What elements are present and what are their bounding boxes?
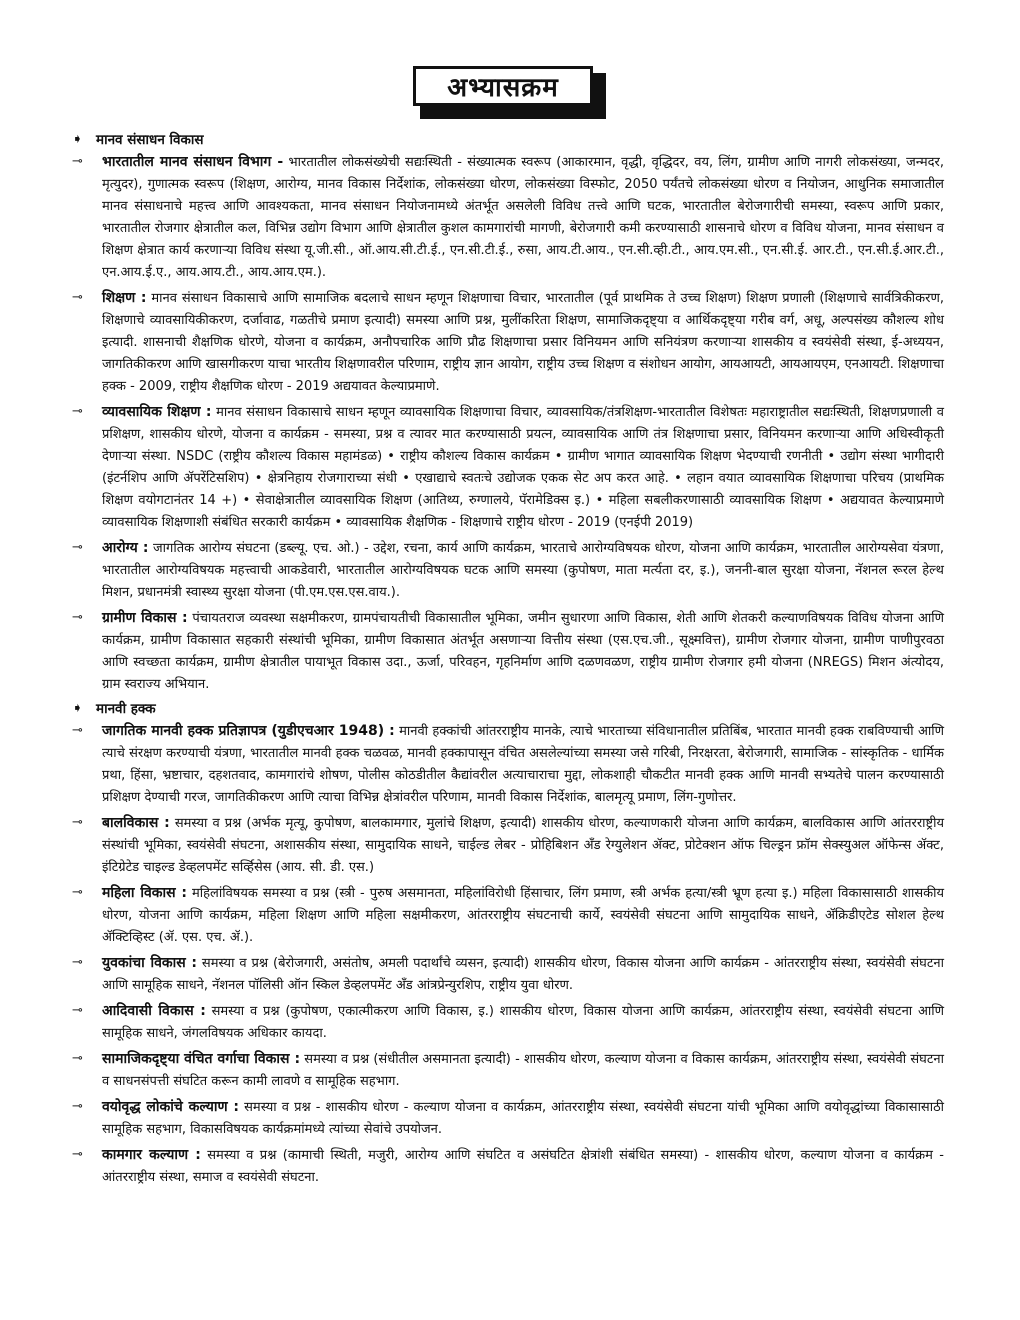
item-text: मानवी हक्कांची आंतरराष्ट्रीय मानके, त्याचे भारताच्या संविधानातील प्रतिबिंब, भारतात मानवी हक्क राबविण्याची आणि त्याचे संरक्षण करण्याची यंत्रणा, भारतातील मानवी हक्क चळवळ, मानवी हक्कापासून वंचित असलेल्यांच्या समस्या जसे गरिबी, निरक्षरता, बेरोजगारी, सामाजिक - सांस्कृतिक - धार्मिक प्रथा, हिंसा, भ्रष्टाचार, दहशतवाद, कामगारांचे शोषण, पोलीस कोठडीतील कैद्यांवरील अत्याचाराचा मुद्दा, लोकशाही चौकटीत मानवी हक्क आणि मानवी सभ्यतेचे पालन करण्यासाठी प्रशिक्षण देण्याची गरज, जागतिकीकरण आणि त्याचा विभिन्न क्षेत्रांवरील परिणाम, मानवी विकास निर्देशांक, बालमृत्यू प्रमाण, लिंग-गुणोत्तर. (102, 724, 944, 805)
item-lead: आदिवासी विकास : (102, 1003, 206, 1019)
item-text: समस्या व प्रश्न (कुपोषण, एकात्मीकरण आणि विकास, इ.) शासकीय धोरण, विकास योजना आणि कार्यक्रम, आंतरराष्ट्रीय संस्था, स्वयंसेवी संघटना आणि सामूहिक साधने, जंगलविषयक अधिकार कायदा. (102, 1004, 945, 1041)
item-lead: जागतिक मानवी हक्क प्रतिज्ञापत्र (युडीएचआर 1948) : (102, 723, 395, 739)
pointing-bullet-icon: ⊸ (72, 723, 83, 738)
section-heading (72, 130, 944, 148)
item-paragraph (102, 882, 944, 949)
section-heading-text: मानव संसाधन विकास (96, 132, 204, 148)
pointing-bullet-icon: ⊸ (72, 815, 83, 830)
item-text: जागतिक आरोग्य संघटना (डब्ल्यू. एच. ओ.) - उद्देश, रचना, कार्य आणि कार्यक्रम, भारताचे आरोग्यविषयक धोरण, योजना आणि कार्यक्रम, भारतातील आरोग्यसेवा यंत्रणा, भारतातील आरोग्यविषयक महत्त्वाची आकडेवारी, भारतातील आरोग्यविषयक घटक आणि समस्या (कुपोषण, माता मर्त्यता दर, इ.), जननी-बाल सुरक्षा योजना, नॅशनल रूरल हेल्थ मिशन, प्रधानमंत्री स्वास्थ्य सुरक्षा योजना (पी.एम.एस.एस.वाय.). (102, 541, 944, 600)
item-paragraph (102, 812, 944, 879)
page-title: अभ्यासक्रम (413, 66, 593, 106)
pointing-bullet-icon: ⊸ (72, 610, 83, 625)
pointing-bullet-icon: ⊸ (72, 885, 83, 900)
item-paragraph (102, 720, 944, 809)
item-text: महिलांविषयक समस्या व प्रश्न (स्त्री - पुरुष असमानता, महिलांविरोधी हिंसाचार, लिंग प्रमाण, स्त्री अर्भक हत्या/स्त्री भ्रूण हत्या इ.) महिला विकासासाठी शासकीय धोरण, योजना आणि कार्यक्रम, महिला शिक्षण आणि महिला सक्षमीकरण, आंतरराष्ट्रीय संघटनाची कार्ये, स्वयंसेवी संघटना आणि सामुदायिक साधने, ॲक्रिडीएटेड सोशल हेल्थ ॲक्टिव्हिस्ट (ॲ. एस. एच. ॲ.). (102, 886, 944, 945)
pointing-bullet-icon: ⊸ (72, 540, 83, 555)
syllabus-item (72, 607, 944, 696)
syllabus-item (72, 882, 944, 949)
item-paragraph (102, 151, 944, 284)
syllabus-item (72, 1144, 944, 1189)
pointing-bullet-icon: ⊸ (72, 1051, 83, 1066)
item-text: भारतातील लोकसंख्येची सद्यःस्थिती - संख्यात्मक स्वरूप (आकारमान, वृद्धी, वृद्धिदर, वय, लिंग, ग्रामीण आणि नागरी लोकसंख्या, जन्मदर, मृत्युदर), गुणात्मक स्वरूप (शिक्षण, आरोग्य, मानव विकास निर्देशांक, लोकसंख्या धोरण, लोकसंख्या विस्फोट, 2050 पर्यंतचे लोकसंख्या धोरण व नियोजन, आधुनिक समाजातील मानव संसाधनाचे महत्त्व आणि आवश्यकता, मानव संसाधन नियोजनामध्ये अंतर्भूत असलेली विविध तत्त्वे आणि घटक, भारतातील बेरोजगारीची समस्या, स्वरूप आणि प्रकार, भारतातील रोजगार क्षेत्रातील कल, विभिन्न उद्योग विभाग आणि क्षेत्रातील कुशल कामगारांची मागणी, बेरोजगारी कमी करण्यासाठी शासनाचे धोरण व विविध योजना, मानव संसाधन व शिक्षण क्षेत्रात कार्य करणाऱ्या विविध संस्था यू.जी.सी., ऑ.आय.सी.टी.ई., एन.सी.टी.ई., रुसा, आय.टी.आय., एन.सी.व्ही.टी., आय.एम.सी., एन.सी.ई. आर.टी., एन.सी.ई.आर.टी., एन.आय.ई.ए., आय.आय.टी., आय.आय.एम.). (102, 155, 945, 280)
pointing-bullet-icon: ⊸ (72, 404, 83, 419)
item-lead: आरोग्य : (102, 540, 149, 556)
item-lead: व्यावसायिक शिक्षण : (102, 404, 212, 420)
item-text: मानव संसाधन विकासाचे साधन म्हणून व्यावसायिक शिक्षणाचा विचार, व्यावसायिक/तंत्रशिक्षण-भारतातील विशेषतः महाराष्ट्रातील सद्यःस्थिती, शिक्षणप्रणाली व प्रशिक्षण, शासकीय धोरणे, योजना व कार्यक्रम - समस्या, प्रश्न व त्यावर मात करण्यासाठी प्रयत्न, व्यावसायिक आणि तंत्र शिक्षणाचा प्रसार, विनियमन करणाऱ्या आणि अधिस्वीकृती देणाऱ्या संस्था. NSDC (राष्ट्रीय कौशल्य विकास महामंडळ) • राष्ट्रीय कौशल्य विकास कार्यक्रम • ग्रामीण भागात व्यावसायिक शिक्षण भेदण्याची रणनीती • उद्योग संस्था भागीदारी (इंटर्नशिप आणि ॲपरेंटिसशिप) • क्षेत्रनिहाय रोजगाराच्या संधी • एखाद्याचे स्वतःचे उद्योजक एकक सेट अप करत आहे. • लहान वयात व्यावसायिक शिक्षणाचा परिचय (प्राथमिक शिक्षण वयोगटानंतर 14 +) • सेवाक्षेत्रातील व्यावसायिक शिक्षण (आतिथ्य, रुग्णालये, पॅरामेडिक्स इ.) • महिला सबलीकरणासाठी व्यावसायिक शिक्षण • अद्ययावत केल्याप्रमाणे व्यावसायिक शिक्षणाशी संबंधित सरकारी कार्यक्रम • व्यावसायिक शैक्षणिक - शिक्षणाचे राष्ट्रीय धोरण - 2019 (एनईपी 2019) (102, 405, 944, 530)
item-lead: भारतातील मानव संसाधन विभाग - (102, 154, 284, 170)
item-paragraph (102, 607, 944, 696)
pointing-bullet-icon: ⊸ (72, 955, 83, 970)
item-paragraph (102, 401, 944, 534)
arrow-bullet-icon: ➧ (72, 700, 83, 716)
syllabus-item (72, 401, 944, 534)
item-text: समस्या व प्रश्न (बेरोजगारी, असंतोष, अमली पदार्थांचे व्यसन, इत्यादी) शासकीय धोरण, विकास योजना आणि कार्यक्रम - आंतरराष्ट्रीय संस्था, स्वयंसेवी संघटना आणि सामूहिक साधने, नॅशनल पॉलिसी ऑन स्किल डेव्हलपमेंट ॲंड आंत्रप्रेन्युरशिप, राष्ट्रीय युवा धोरण. (102, 956, 944, 993)
item-paragraph (102, 1048, 944, 1093)
pointing-bullet-icon: ⊸ (72, 154, 83, 169)
item-lead: कामगार कल्याण : (102, 1147, 201, 1163)
item-text: मानव संसाधन विकासाचे आणि सामाजिक बदलाचे साधन म्हणून शिक्षणाचा विचार, भारतातील (पूर्व प्राथमिक ते उच्च शिक्षण) शिक्षण प्रणाली (शिक्षणाचे सार्वत्रिकीकरण, शिक्षणाचे व्यावसायिकीकरण, दर्जावाढ, गळतीचे प्रमाण इत्यादी) समस्या आणि प्रश्न, मुलींकरिता शिक्षण, सामाजिकदृष्ट्या व आर्थिकदृष्ट्या गरीब वर्ग, अधू, अल्पसंख्य कौशल्य शोध इत्यादी. शासनाची शैक्षणिक धोरणे, योजना व कार्यक्रम, अनौपचारिक आणि प्रौढ शिक्षणाचा प्रसार विनियमन आणि सनियंत्रण करणाऱ्या शासकीय व स्वयंसेवी संस्था, ई-अध्ययन, जागतिकीकरण आणि खासगीकरण याचा भारतीय शिक्षणावरील परिणाम, राष्ट्रीय ज्ञान आयोग, राष्ट्रीय उच्च शिक्षण व संशोधन आयोग, आयआयटी, आयआयएम, एनआयटी. शिक्षणाचा हक्क - 2009, राष्ट्रीय शैक्षणिक धोरण - 2019 अद्ययावत केल्याप्रमाणे. (102, 291, 945, 394)
syllabus-item (72, 952, 944, 997)
syllabus-item (72, 812, 944, 879)
item-lead: युवकांचा विकास : (102, 955, 197, 971)
syllabus-item (72, 720, 944, 809)
syllabus-item (72, 151, 944, 284)
title-block (413, 66, 603, 116)
item-paragraph (102, 287, 944, 398)
item-paragraph (102, 537, 944, 604)
arrow-bullet-icon: ➧ (72, 131, 83, 147)
pointing-bullet-icon: ⊸ (72, 1099, 83, 1114)
syllabus-item (72, 537, 944, 604)
syllabus-item (72, 1048, 944, 1093)
item-lead: शिक्षण : (102, 290, 147, 306)
section-heading (72, 699, 944, 717)
item-lead: बालविकास : (102, 815, 170, 831)
item-text: समस्या व प्रश्न (संधीतील असमानता इत्यादी) - शासकीय धोरण, कल्याण योजना व विकास कार्यक्रम, आंतरराष्ट्रीय संस्था, स्वयंसेवी संघटना व साधनसंपत्ती संघटित करून कामी लावणे व सामूहिक सहभाग. (102, 1052, 944, 1089)
item-text: पंचायतराज व्यवस्था सक्षमीकरण, ग्रामपंचायतीची विकासातील भूमिका, जमीन सुधारणा आणि विकास, शेती आणि शेतकरी कल्याणविषयक विविध योजना आणि कार्यक्रम, ग्रामीण विकासात सहकारी संस्थांची भूमिका, ग्रामीण विकासात अंतर्भूत असणाऱ्या वित्तीय संस्था (एस.एच.जी., सूक्ष्मवित्त), ग्रामीण रोजगार योजना, ग्रामीण पाणीपुरवठा आणि स्वच्छता कार्यक्रम, ग्रामीण क्षेत्रातील पायाभूत विकास उदा., ऊर्जा, परिवहन, गृहनिर्माण आणि दळणवळण, राष्ट्रीय ग्रामीण रोजगार हमी योजना (NREGS) मिशन अंत्योदय, ग्राम स्वराज्य अभियान. (102, 611, 944, 692)
item-paragraph (102, 1096, 944, 1141)
item-text: समस्या व प्रश्न (अर्भक मृत्यू, कुपोषण, बालकामगार, मुलांचे शिक्षण, इत्यादी) शासकीय धोरण, कल्याणकारी योजना आणि कार्यक्रम, बालविकास आणि आंतरराष्ट्रीय संस्थांची भूमिका, स्वयंसेवी संघटना, अशासकीय संस्था, सामुदायिक साधने, चाईल्ड लेबर - प्रोहिबिशन ॲंड रेग्युलेशन ॲक्ट, प्रोटेक्शन ऑफ चिल्ड्रन फ्रॉम सेक्स्युअल ऑफेन्स ॲक्ट, इंटिग्रेटेड चाइल्ड डेव्हलपमेंट सर्व्हिसेस (आय. सी. डी. एस.) (102, 816, 944, 875)
syllabus-page (72, 66, 944, 1192)
item-lead: सामाजिकदृष्ट्या वंचित वर्गाचा विकास : (102, 1051, 301, 1067)
pointing-bullet-icon: ⊸ (72, 1147, 83, 1162)
item-paragraph (102, 1144, 944, 1189)
syllabus-item (72, 287, 944, 398)
item-lead: वयोवृद्ध लोकांचे कल्याण : (102, 1099, 240, 1115)
syllabus-item (72, 1000, 944, 1045)
item-lead: महिला विकास : (102, 885, 187, 901)
pointing-bullet-icon: ⊸ (72, 1003, 83, 1018)
pointing-bullet-icon: ⊸ (72, 290, 83, 305)
syllabus-item (72, 1096, 944, 1141)
section-heading-text: मानवी हक्क (96, 701, 156, 717)
item-text: समस्या व प्रश्न - शासकीय धोरण - कल्याण योजना व कार्यक्रम, आंतरराष्ट्रीय संस्था, स्वयंसेवी संघटना यांची भूमिका आणि वयोवृद्धांच्या विकासासाठी सामूहिक सहभाग, विकासविषयक कार्यक्रमांमध्ये त्यांच्या सेवांचे उपयोजन. (102, 1100, 945, 1137)
item-paragraph (102, 952, 944, 997)
item-text: समस्या व प्रश्न (कामाची स्थिती, मजुरी, आरोग्य आणि संघटित व असंघटित क्षेत्रांशी संबंधित समस्या) - शासकीय धोरण, कल्याण योजना व कार्यक्रम - आंतरराष्ट्रीय संस्था, समाज व स्वयंसेवी संघटना. (102, 1148, 944, 1185)
item-lead: ग्रामीण विकास : (102, 610, 188, 626)
item-paragraph (102, 1000, 944, 1045)
syllabus-content (72, 130, 944, 1189)
